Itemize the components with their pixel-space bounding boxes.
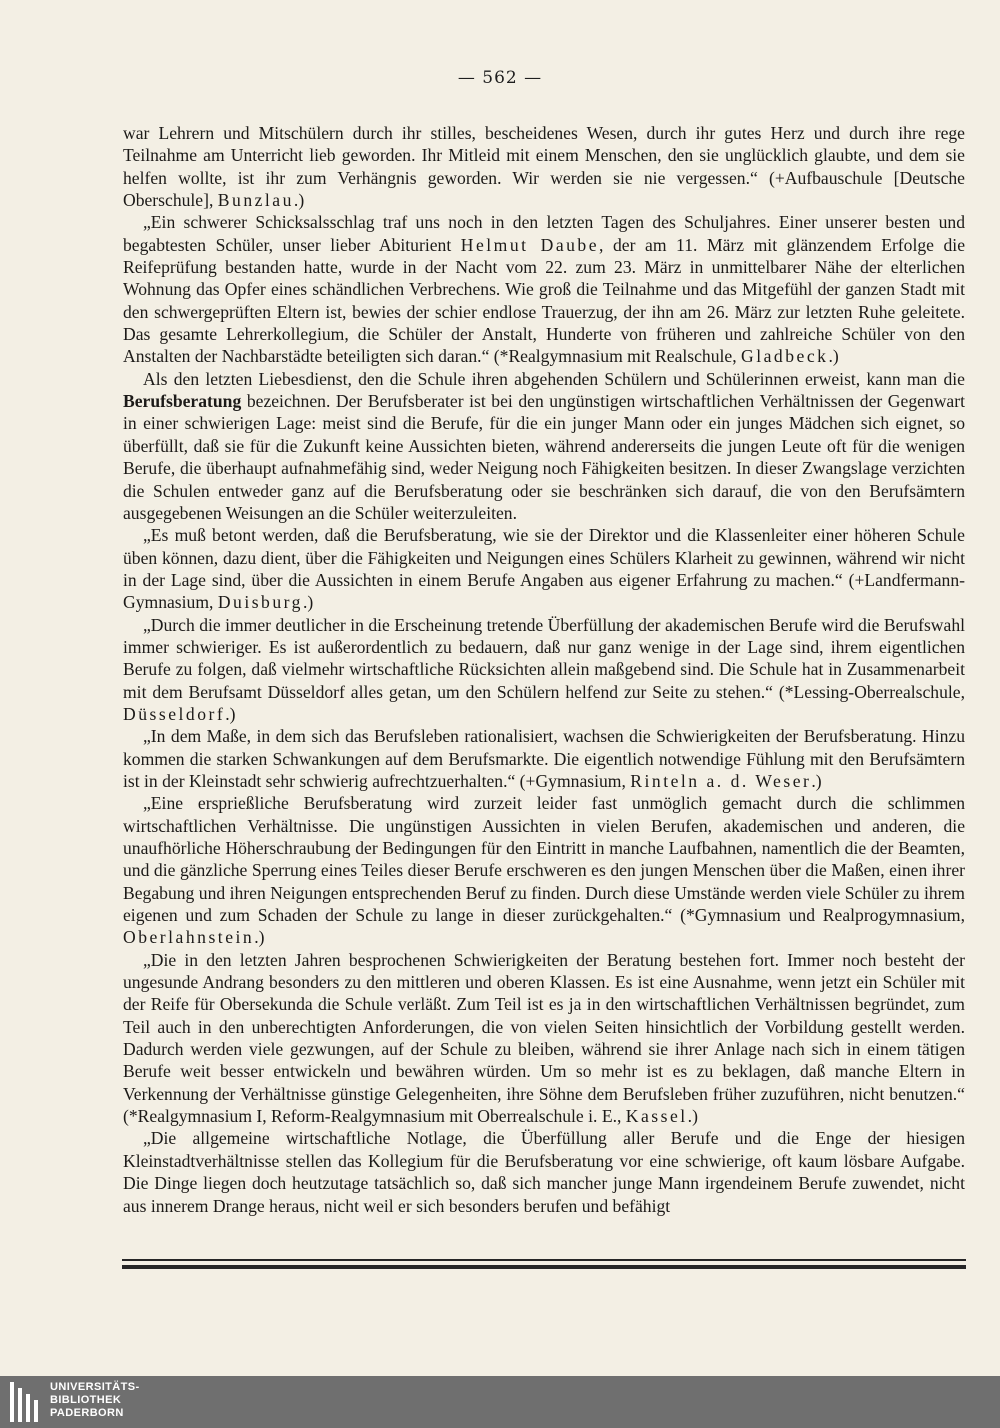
text-run: „Ein schwerer Schicksalsschlag traf uns noch in den letzten Tagen des Schuljahres. Einer unserer besten und begabtesten Schüler, unser lieber Abiturient <box>123 212 965 255</box>
text-run: „Die allgemeine wirtschaftliche Notlage, die Überfüllung aller Berufe und die Enge der hiesigen Kleinstadtverhältnisse stellen das Kollegium für die Berufsberatung vor eine schwierige, oft kaum lösbare Aufgabe. Die Dinge liegen doch heutzutage tatsächlich so, daß sich mancher junge Mann irgendeinem Berufe zuwendet, nicht aus innerem Drange heraus, nicht weil er sich besonders berufen und befähigt <box>123 1128 965 1216</box>
library-columns-icon <box>8 1380 44 1424</box>
paragraph <box>123 524 965 613</box>
paragraph <box>123 1127 965 1216</box>
text-run: .) <box>254 927 265 948</box>
library-logo-text <box>50 1381 140 1420</box>
text-run: „Eine ersprießliche Berufsberatung wird zurzeit leider fast unmöglich gemacht durch die schlimmen wirtschaftlichen Verhältnisse. Die ungünstigen Aussichten in vielen Berufen, akademischen und anderen, die unaufhörliche Höherschraubung der Bedingungen für den Eintritt in manche Laufbahnen, namentlich die der Beamten, und die gänzliche Sperrung eines Teiles dieser Berufe erschweren es den jungen Menschen über die Maßen, einen ihrer Begabung und ihren Neigungen entsprechenden Beruf zu finden. Durch diese Umstände werden viele Schüler zu ihrem eigenen und zum Schaden der Schule zu lange in dieser zurückgehalten.“ (*Gymnasium und Realprogymnasium, <box>123 793 965 926</box>
text-run: .) <box>302 592 314 613</box>
spaced-emphasis: Rinteln a. d. Weser <box>630 770 812 791</box>
text-run: Als den letzten Liebesdienst, den die Schule ihren abgehenden Schülern und Schülerinnen erweist, kann man die <box>143 368 965 389</box>
text-run: bezeichnen. Der Berufsberater ist bei den ungünstigen wirtschaftlichen Verhältnissen der Gegenwart in einer schwierigen Lage: meist sind die Berufe, für die ein junger Mann oder ein junges Mädchen sich eignet, so überfüllt, daß sie für die Zukunft keine Aussichten bieten, während andererseits die jungen Leute oft für die wenigen Berufe, die überhaupt aufnahmefähig sind, weder Neigung noch Fähigkeiten besitzen. In dieser Zwangslage verzichten die Schulen entweder ganz auf die Berufsberatung oder sie beschränken sich darauf, die von den Berufsämtern ausgegebenen Weisungen an die Schüler weiterzuleiten. <box>123 391 965 523</box>
text-run: .) <box>811 770 822 791</box>
bold-term: Berufsberatung <box>123 391 242 412</box>
logo-line-1: UNIVERSITÄTS- <box>50 1381 140 1393</box>
body-text <box>123 122 965 1252</box>
library-footer-bar <box>0 1376 1000 1428</box>
spaced-emphasis: Helmut Daube <box>460 234 600 255</box>
spaced-emphasis: Duisburg <box>217 592 303 613</box>
spaced-emphasis: Düsseldorf <box>123 703 226 724</box>
text-run: „Durch die immer deutlicher in die Erscheinung tretende Überfüllung der akademischen Berufe wird die Berufswahl immer schwieriger. Es ist außerordentlich zu bedauern, daß nur ganz wenige in der Lage sind, ihrem eigentlichen Berufe zu folgen, daß vielmehr wirtschaftliche Rücksichten allein maßgebend sind. Die Schule hat in Zusammenarbeit mit dem Berufsamt Düsseldorf alles getan, um den Schülern helfend zur Seite zu stehen.“ (*Lessing-Oberrealschule, <box>123 614 965 702</box>
paragraph <box>123 614 965 726</box>
text-run: war Lehrern und Mitschülern durch ihr stilles, bescheidenes Wesen, durch ihr gutes Herz und durch ihre rege Teilnahme am Unterricht lieb geworden. Ihr Mitleid mit einem Menschen, den sie unglücklich glaubte, und dem sie helfen wollte, ist ihr zum Verhängnis geworden. Wir werden sie nie vergessen.“ (+Aufbauschule [Deutsche Oberschule], <box>123 123 965 211</box>
paragraph <box>123 792 965 948</box>
text-run: „In dem Maße, in dem sich das Berufsleben rationalisiert, wachsen die Schwierigkeiten der Berufsberatung. Hinzu kommen die starken Schwankungen auf dem Berufsmarkte. Die eigentlich notwendige Fühlung mit den Berufsämtern ist in der Kleinstadt sehr schwierig aufrechtzuerhalten.“ (+Gymnasium, <box>123 726 965 791</box>
paragraph <box>123 725 965 792</box>
spaced-emphasis: Bunzlau <box>217 190 294 211</box>
text-run: „Es muß betont werden, daß die Berufsberatung, wie sie der Direktor und die Klassenleiter einer höheren Schule üben können, dazu dient, über die Fähigkeiten und Neigungen eines Schülers Klarheit zu gewinnen, während wir nicht in der Lage sind, über die Aussichten in einem Berufe Angaben aus eigener Erfahrung zu machen.“ (+Landfermann-Gymnasium, <box>123 525 965 613</box>
footer-rule-thick <box>122 1265 966 1269</box>
page-number: — 562 — <box>457 68 543 88</box>
text-run: , der am 11. März mit glänzendem Erfolge die Reifeprüfung bestanden hatte, wurde in der Nacht vom 22. zum 23. März in unmittelbarer Nähe der elterlichen Wohnung das Opfer eines schändlichen Verbrechens. Wie groß die Teilnahme und das Mitgefühl der ganzen Stadt mit den schwergeprüften Eltern ist, bewies der schier endlose Trauerzug, der ihn am 26. März zur letzten Ruhe geleitete. Das gesamte Lehrerkollegium, die Schüler der Anstalt, Hunderte von früheren und zahlreiche Schüler von den Anstalten der Nachbarstädte beteiligten sich daran.“ (*Realgymnasium mit Realschule, <box>123 234 965 367</box>
text-run: „Die in den letzten Jahren besprochenen Schwierigkeiten der Beratung bestehen fort. Immer noch besteht der ungesunde Andrang besonders zu den mittleren und oberen Klassen. Es ist eine Ausnahme, wenn jetzt ein Schüler mit der Reife für Obersekunda die Schule verläßt. Zum Teil ist es ja in den wirtschaftlichen Verhältnissen begründet, zum Teil auch in den unberechtigten Anforderungen, die von vielen Seiten hinsichtlich der Vorbildung gestellt werden. Dadurch werden viele gezwungen, auf der Schule zu bleiben, während sie ihrer Anlage nach sich in einem tätigen Berufe weit besser entwickeln und bewähren würden. Um so mehr ist es zu beklagen, daß manche Eltern in Verkennung der Verhältnisse günstige Gelegenheiten, ihre Söhne dem Berufsleben früher zuzuführen, nicht benutzen.“ (*Realgymnasium I, Reform-Realgymnasium mit Oberrealschule i. E., <box>123 949 965 1127</box>
spaced-emphasis: Kassel <box>625 1106 688 1127</box>
paragraph <box>123 368 965 524</box>
spaced-emphasis: Gladbeck <box>741 346 829 367</box>
logo-line-2: BIBLIOTHEK <box>50 1394 122 1406</box>
paragraph <box>123 949 965 1128</box>
text-run: .) <box>687 1106 698 1127</box>
text-run: .) <box>828 346 839 367</box>
footer-rule-thin <box>122 1259 966 1261</box>
logo-line-3: PADERBORN <box>50 1407 124 1419</box>
paragraph <box>123 211 965 367</box>
text-run: .) <box>293 190 305 211</box>
text-run: .) <box>225 703 236 724</box>
spaced-emphasis: Oberlahnstein <box>123 927 255 948</box>
paragraph <box>123 122 965 211</box>
